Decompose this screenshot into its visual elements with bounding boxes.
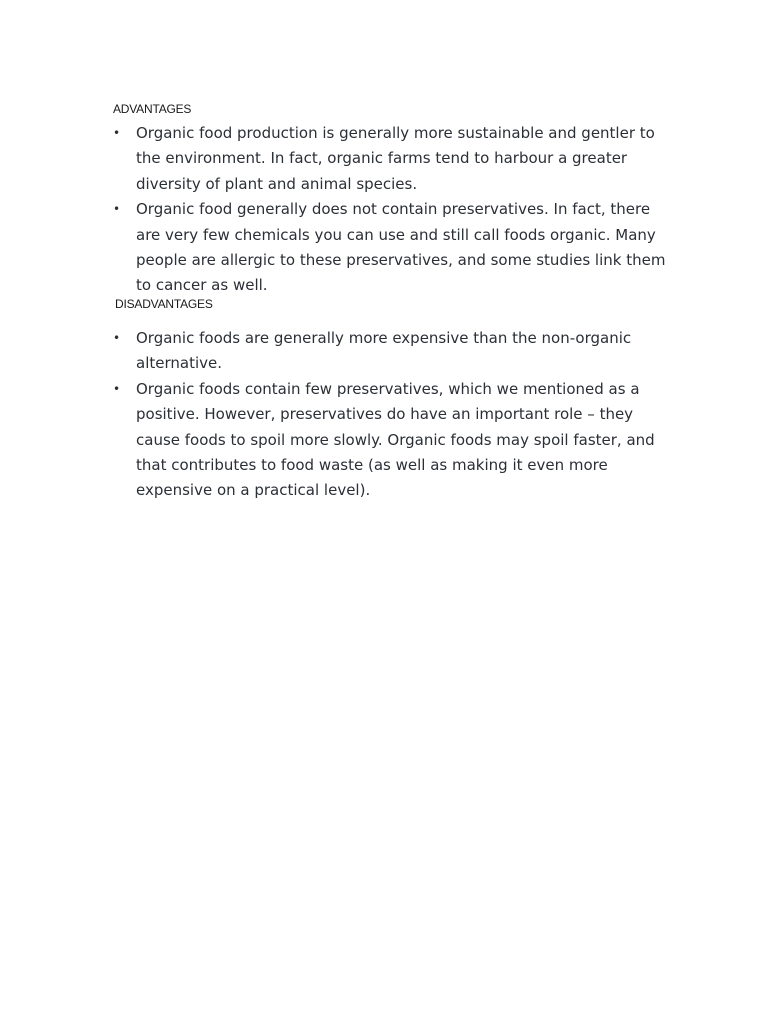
bullet-icon: •	[113, 126, 121, 140]
list-item-text: Organic foods are generally more expensive than the non-organic alternative.	[136, 329, 632, 373]
advantages-heading: ADVANTAGES	[113, 102, 192, 116]
disadvantages-heading: DISADVANTAGES	[115, 297, 213, 311]
disadvantages-list	[113, 326, 673, 504]
list-item-text: Organic food generally does not contain preservatives. In fact, there are very few chemicals you can use and still call foods organic. Many people are allergic to these preservatives, and some studies link them to cancer as well.	[136, 200, 666, 295]
advantages-list	[113, 121, 673, 299]
list-item	[113, 326, 673, 377]
list-item-text: Organic foods contain few preservatives, which we mentioned as a positive. However, preservatives do have an important role – they cause foods to spoil more slowly. Organic foods may spoil faster, and that contributes to food waste (as well as making it even more expensive on a practical level).	[136, 379, 655, 500]
list-item	[113, 121, 673, 197]
list-item-text: Organic food production is generally more sustainable and gentler to the environment. In fact, organic farms tend to harbour a greater diversity of plant and animal species.	[136, 124, 655, 193]
bullet-icon: •	[113, 202, 121, 217]
bullet-icon: •	[113, 331, 121, 345]
bullet-icon: •	[113, 381, 121, 396]
list-item	[113, 377, 673, 504]
list-item	[113, 197, 673, 299]
